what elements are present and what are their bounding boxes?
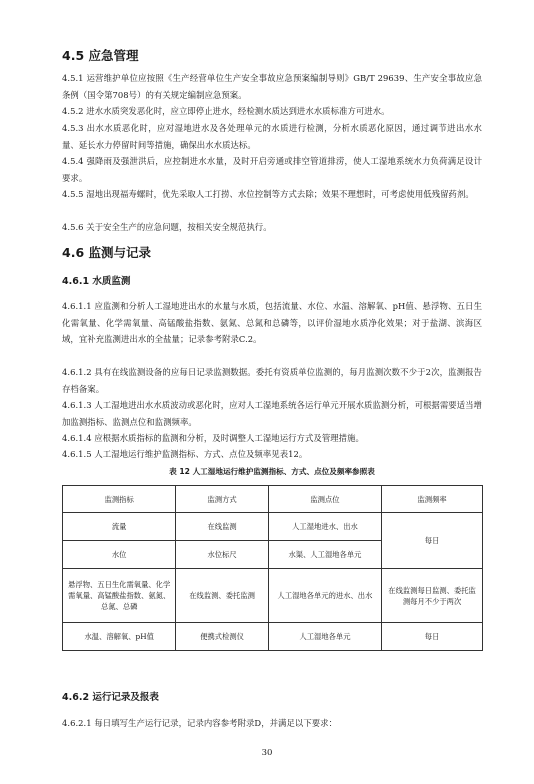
page-number: 30 [261, 748, 273, 758]
paragraph-4-5-1: 4.5.1 运营维护单位应按照《生产经营单位生产安全事故应急预案编制导则》GB/T 29639、生产安全事故应急条例（国令第708号）的有关规定编制应急预案。 [62, 73, 482, 100]
cell-frequency: 每日 [382, 513, 483, 569]
paragraph-4-6-1-3: 4.6.1.3 人工湿地进出水水质波动或恶化时，应对人工湿地系统各运行单元开展水质监测分析，可根据需要适当增加监测指标、监测点位和监测频率。 [62, 400, 482, 427]
cell-method: 在线监测 [176, 513, 268, 541]
paragraph-4-6-2-1: 4.6.2.1 每日填写生产运行记录，记录内容参考附录D，并满足以下要求： [62, 718, 338, 728]
subsection-heading-4-6-2: 4.6.2 运行记录及报表 [62, 692, 159, 703]
table-header-row [63, 486, 483, 513]
cell-location: 人工湿地进水、出水 [268, 513, 381, 541]
cell-method: 便携式检测仪 [176, 623, 268, 651]
cell-method: 在线监测、委托监测 [176, 569, 268, 623]
header-method: 监测方式 [176, 486, 268, 513]
header-indicator: 监测指标 [63, 486, 176, 513]
monitoring-table [62, 485, 483, 651]
table-row [63, 513, 483, 541]
cell-indicator: 流量 [63, 513, 176, 541]
paragraph-4-5-5: 4.5.5 湿地出现福寿螺时，优先采取人工打捞、水位控制等方式去除；效果不理想时，可考虑使用低残留药剂。 [62, 189, 474, 199]
paragraph-4-5-4: 4.5.4 强降雨及强泄洪后，应控制进水水量，及时开启旁通或排空管道排涝，使人工湿地系统水力负荷满足设计要求。 [62, 156, 482, 183]
subsection-heading-4-6-1: 4.6.1 水质监测 [62, 276, 131, 287]
paragraph-4-6-1-2: 4.6.1.2 具有在线监测设备的应每日记录监测数据。委托有资质单位监测的，每月监测次数不少于2次，监测报告存档备案。 [62, 367, 482, 394]
paragraph-4-5-6: 4.5.6 关于安全生产的应急问题，按相关安全规范执行。 [62, 222, 272, 232]
cell-indicator: 悬浮物、五日生化需氧量、化学需氧量、高锰酸盐指数、氨氮、总氮、总磷 [63, 569, 176, 623]
paragraph-4-5-3: 4.5.3 出水水质恶化时，应对湿地进水及各处理单元的水质进行检测，分析水质恶化原因，通过调节进出水水量、延长水力停留时间等措施，确保出水水质达标。 [62, 123, 482, 150]
table-caption: 表 12 人工湿地运行维护监测指标、方式、点位及频率参照表 [169, 467, 375, 476]
cell-frequency: 在线监测每日监测、委托监测每月不少于两次 [382, 569, 483, 623]
paragraph-4-6-1-4: 4.6.1.4 应根据水质指标的监测和分析，及时调整人工湿地运行方式及管理措施。 [62, 433, 364, 443]
cell-indicator: 水温、溶解氧、pH值 [63, 623, 176, 651]
header-frequency: 监测频率 [382, 486, 483, 513]
paragraph-4-6-1-5: 4.6.1.5 人工湿地运行维护监测指标、方式、点位及频率见表12。 [62, 449, 308, 459]
table-row [63, 569, 483, 623]
cell-method: 水位标尺 [176, 541, 268, 569]
header-location: 监测点位 [268, 486, 381, 513]
paragraph-4-6-1-1: 4.6.1.1 应监测和分析人工湿地进出水的水量与水质，包括流量、水位、水温、溶解氧、pH值、悬浮物、五日生化需氧量、化学需氧量、高锰酸盐指数、氨氮、总氮和总磷等，以评价湿地水质净化效果；对于盐湖、滨海区域，宜补充监测进出水的全盐量；记录参考附录C.2。 [62, 301, 482, 344]
section-heading-4-5: 4.5 应急管理 [62, 48, 139, 63]
paragraph-4-5-2: 4.5.2 进水水质突发恶化时，应立即停止进水，经检测水质达到进水水质标准方可进水。 [62, 106, 390, 116]
section-heading-4-6: 4.6 监测与记录 [62, 245, 151, 260]
cell-indicator: 水位 [63, 541, 176, 569]
table-row [63, 623, 483, 651]
cell-location: 人工湿地各单元的进水、出水 [268, 569, 381, 623]
cell-location: 人工湿地各单元 [268, 623, 381, 651]
cell-location: 水渠、人工湿地各单元 [268, 541, 381, 569]
cell-frequency: 每日 [382, 623, 483, 651]
